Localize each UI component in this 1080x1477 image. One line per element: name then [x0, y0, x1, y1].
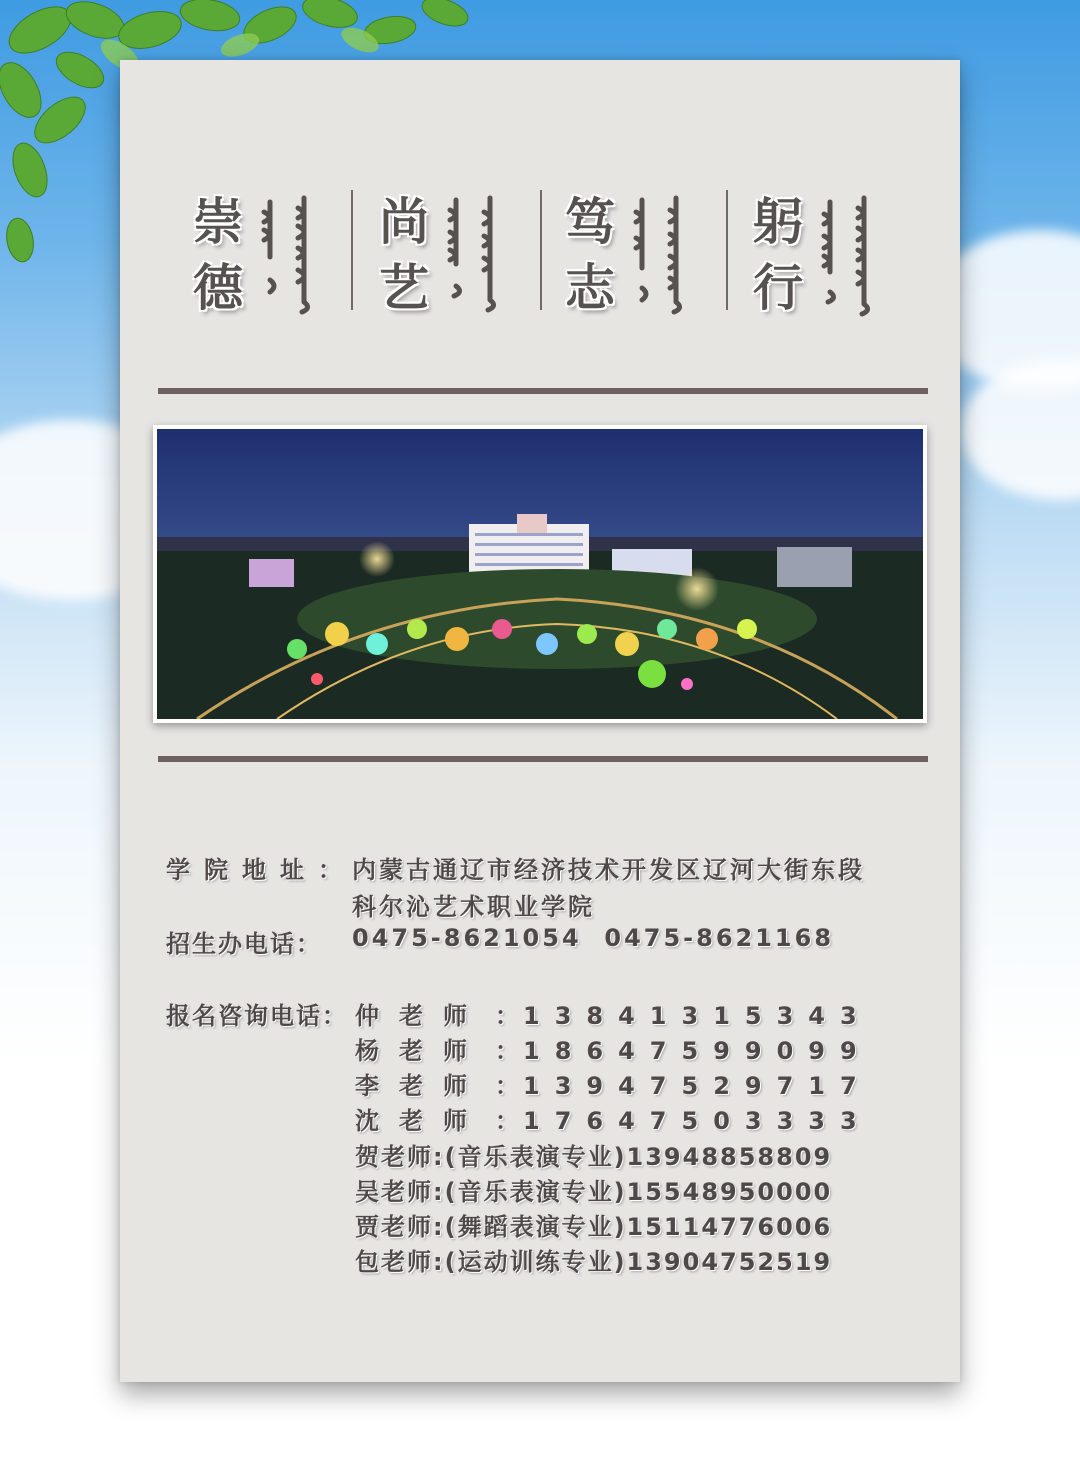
- motto-group: [560, 192, 720, 322]
- campus-photo-frame: [153, 425, 927, 723]
- motto-group: [188, 192, 348, 322]
- campus-night-photo: [157, 429, 923, 719]
- mongolian-script-decoration: [628, 192, 718, 320]
- contact-row-major: 包老师:(运动训练专业)13904752519: [355, 1248, 833, 1276]
- mongolian-script-decoration: [256, 192, 346, 320]
- teacher-phone: 13947529717: [523, 1072, 872, 1100]
- teacher-phone: 13841315343: [523, 1002, 872, 1030]
- contact-row-major: 吴老师:(音乐表演专业)15548950000: [355, 1178, 833, 1206]
- motto-char: 志: [565, 259, 615, 317]
- motto-char: 崇: [193, 193, 243, 251]
- separator: ：: [495, 1072, 519, 1100]
- teacher-name: 沈老师: [355, 1107, 487, 1135]
- admissions-label: 招生办电话：: [166, 930, 322, 958]
- contact-row: [355, 1066, 872, 1101]
- divider-rule: [158, 756, 928, 762]
- address-line: 内蒙古通辽市经济技术开发区辽河大街东段: [352, 856, 865, 884]
- admissions-phones: 0475-8621054 0475-8621168: [352, 924, 835, 952]
- motto-char: 尚: [379, 193, 429, 251]
- motto-char: 德: [193, 259, 243, 317]
- contact-row: [355, 1101, 872, 1136]
- address-label: 学院地址：: [166, 856, 356, 884]
- college-name: 科尔沁艺术职业学院: [352, 893, 595, 921]
- contact-row: [355, 996, 872, 1031]
- motto-group: [748, 192, 908, 322]
- mongolian-script-decoration: [816, 192, 906, 320]
- separator: ：: [495, 1107, 519, 1135]
- motto-divider: [540, 190, 542, 310]
- motto-divider: [351, 190, 353, 310]
- motto-char: 艺: [379, 259, 429, 317]
- divider-rule: [158, 388, 928, 394]
- teacher-phone: 18647599099: [523, 1037, 872, 1065]
- motto-char: 笃: [565, 193, 615, 251]
- teacher-phone: 17647503333: [523, 1107, 872, 1135]
- motto-banner: [120, 60, 960, 390]
- consult-label: 报名咨询电话：: [166, 1002, 348, 1030]
- separator: ：: [495, 1037, 519, 1065]
- teacher-name: 杨老师: [355, 1037, 487, 1065]
- teacher-name: 仲老师: [355, 1002, 487, 1030]
- motto-divider: [726, 190, 728, 310]
- motto-group: [374, 192, 534, 322]
- poster-card: [120, 60, 960, 1382]
- motto-char: 躬: [753, 193, 803, 251]
- contact-row-major: 贺老师:(音乐表演专业)13948858809: [355, 1143, 833, 1171]
- teacher-name: 李老师: [355, 1072, 487, 1100]
- contact-row: [355, 1031, 872, 1066]
- contact-row-major: 贾老师:(舞蹈表演专业)15114776006: [355, 1213, 833, 1241]
- motto-char: 行: [753, 259, 803, 317]
- mongolian-script-decoration: [442, 192, 532, 320]
- separator: ：: [495, 1002, 519, 1030]
